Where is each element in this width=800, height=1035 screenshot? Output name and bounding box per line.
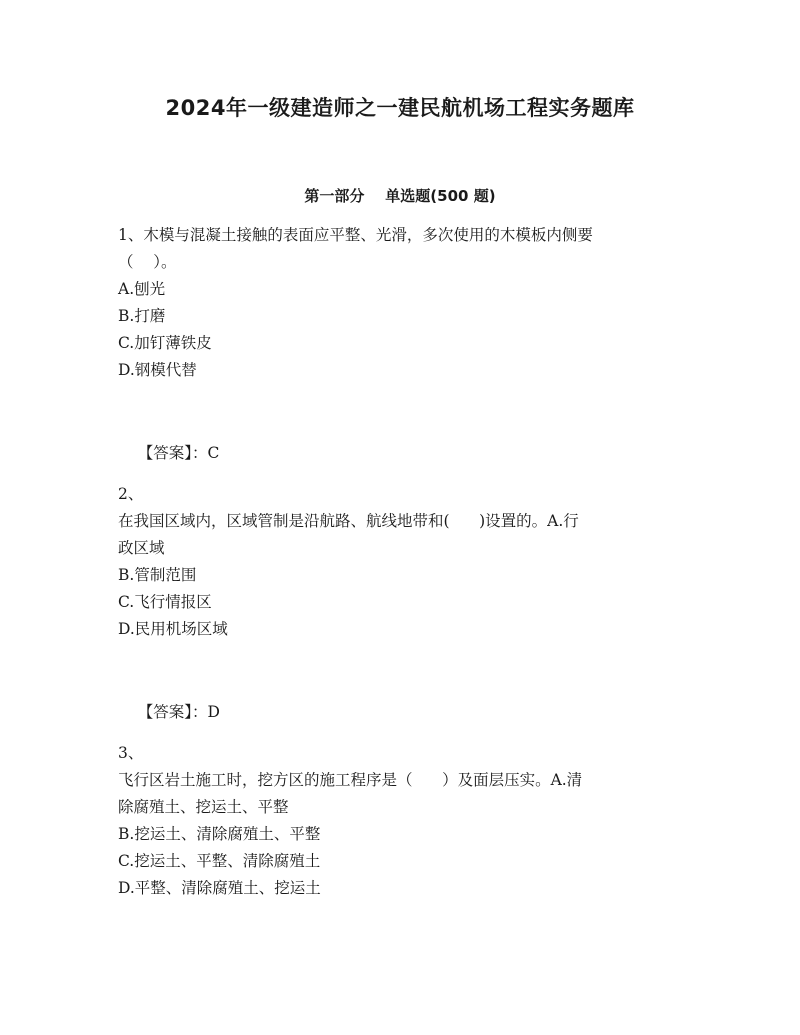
question-2-option-c: C.飞行情报区 bbox=[118, 593, 212, 611]
question-2-number: 2、 bbox=[118, 485, 144, 503]
answer-value: C bbox=[207, 444, 220, 462]
question-3 bbox=[118, 740, 688, 902]
question-2 bbox=[118, 481, 688, 643]
question-1-stem-line-2: （ ）。 bbox=[118, 253, 177, 271]
question-1-stem-line-1: 1、木模与混凝土接触的表面应平整、光滑，多次使用的木模板内侧要 bbox=[118, 226, 593, 244]
question-3-stem-line-1: 飞行区岩土施工时，挖方区的施工程序是（ ）及面层压实。A.清 bbox=[118, 771, 583, 789]
question-2-stem-line-2: 政区域 bbox=[118, 539, 165, 557]
section-title: 第一部分 单选题(500 题) bbox=[304, 187, 496, 205]
answer-value: D bbox=[207, 703, 220, 721]
question-2-option-b: B.管制范围 bbox=[118, 566, 197, 584]
answer-label: 【答案】： bbox=[137, 703, 208, 721]
question-3-number: 3、 bbox=[118, 744, 144, 762]
question-1-option-b: B.打磨 bbox=[118, 307, 166, 325]
question-2-stem-line-1: 在我国区域内，区域管制是沿航路、航线地带和( )设置的。A.行 bbox=[118, 512, 579, 530]
question-2-option-d: D.民用机场区域 bbox=[118, 620, 228, 638]
question-3-option-d: D.平整、清除腐殖土、挖运土 bbox=[118, 879, 321, 897]
question-3-stem-line-2: 除腐殖土、挖运土、平整 bbox=[118, 798, 289, 816]
question-1-option-c: C.加钉薄铁皮 bbox=[118, 334, 212, 352]
question-1 bbox=[118, 222, 688, 384]
question-1-option-d: D.钢模代替 bbox=[118, 361, 197, 379]
question-3-option-b: B.挖运土、清除腐殖土、平整 bbox=[118, 825, 321, 843]
document-title: 2024年一级建造师之一建民航机场工程实务题库 bbox=[165, 96, 635, 120]
answer-label: 【答案】： bbox=[137, 444, 208, 462]
question-3-option-c: C.挖运土、平整、清除腐殖土 bbox=[118, 852, 321, 870]
question-1-option-a: A.刨光 bbox=[118, 280, 166, 298]
